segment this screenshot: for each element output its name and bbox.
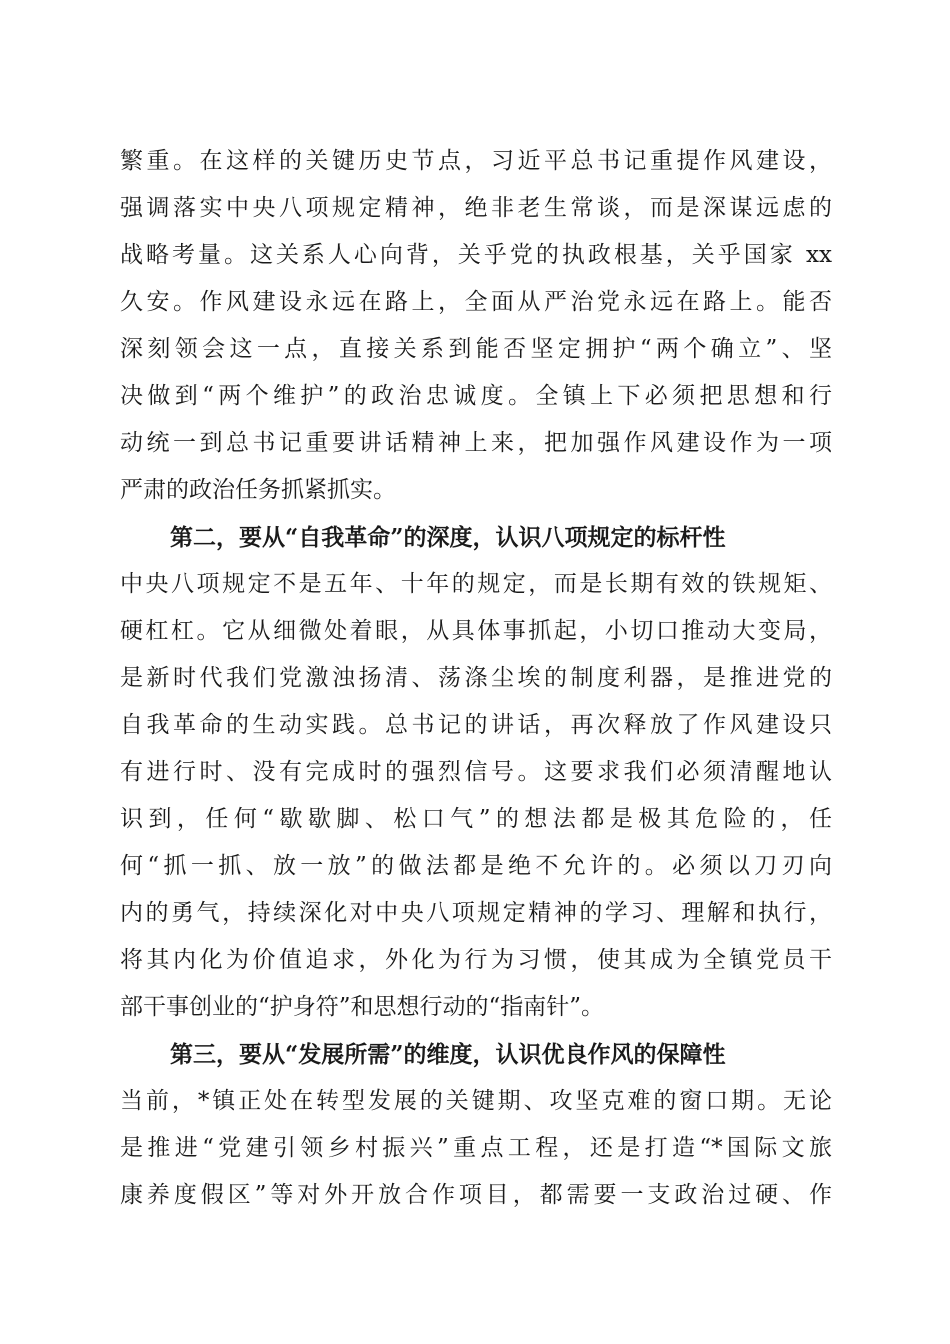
paragraph-2-line-3: 是新时代我们党激浊扬清、荡涤尘埃的制度利器，是推进党的 bbox=[120, 665, 832, 691]
paragraph-1-line-7: 动统一到总书记重要讲话精神上来，把加强作风建设作为一项 bbox=[120, 430, 832, 456]
paragraph-1-line-5: 深刻领会这一点，直接关系到能否坚定拥护“两个确立”、坚 bbox=[120, 336, 832, 362]
paragraph-1-line-6: 决做到“两个维护”的政治忠诚度。全镇上下必须把思想和行 bbox=[120, 383, 832, 409]
paragraph-2-line-9: 将其内化为价值追求，外化为行为习惯，使其成为全镇党员干 bbox=[120, 947, 832, 973]
paragraph-2-line-5: 有进行时、没有完成时的强烈信号。这要求我们必须清醒地认 bbox=[120, 759, 832, 785]
paragraph-3 bbox=[120, 1078, 832, 1219]
section-heading-2: 第二，要从“自我革命”的深度，认识八项规定的标杆性 bbox=[170, 524, 726, 551]
paragraph-1-line-1: 繁重。在这样的关键历史节点，习近平总书记重提作风建设， bbox=[120, 148, 832, 174]
paragraph-2-line-1: 中央八项规定不是五年、十年的规定，而是长期有效的铁规矩、 bbox=[120, 571, 832, 597]
paragraph-2-line-2: 硬杠杠。它从细微处着眼，从具体事抓起，小切口推动大变局， bbox=[120, 618, 832, 644]
paragraph-2-line-4: 自我革命的生动实践。总书记的讲话，再次释放了作风建设只 bbox=[120, 712, 832, 738]
paragraph-1-line-4: 久安。作风建设永远在路上，全面从严治党永远在路上。能否 bbox=[120, 289, 832, 315]
paragraph-2 bbox=[120, 561, 832, 1031]
paragraph-1-line-8: 严肃的政治任务抓紧抓实。 bbox=[120, 477, 396, 503]
document-body bbox=[120, 138, 832, 1219]
paragraph-1-line-3: 战略考量。这关系人心向背，关乎党的执政根基，关乎国家 xx bbox=[120, 242, 832, 268]
paragraph-2-line-6: 识到，任何“歇歇脚、松口气”的想法都是极其危险的，任 bbox=[120, 806, 832, 832]
paragraph-3-line-3: 康养度假区”等对外开放合作项目，都需要一支政治过硬、作 bbox=[120, 1182, 832, 1208]
section-heading-3: 第三，要从“发展所需”的维度，认识优良作风的保障性 bbox=[170, 1041, 726, 1068]
paragraph-2-line-10: 部干事创业的“护身符”和思想行动的“指南针”。 bbox=[120, 994, 605, 1020]
paragraph-1 bbox=[120, 138, 832, 514]
paragraph-2-line-7: 何“抓一抓、放一放”的做法都是绝不允许的。必须以刀刃向 bbox=[120, 853, 832, 879]
paragraph-3-line-1: 当前，*镇正处在转型发展的关键期、攻坚克难的窗口期。无论 bbox=[120, 1088, 832, 1114]
paragraph-3-line-2: 是推进“党建引领乡村振兴”重点工程，还是打造“*国际文旅 bbox=[120, 1135, 832, 1161]
paragraph-1-line-2: 强调落实中央八项规定精神，绝非老生常谈，而是深谋远虑的 bbox=[120, 195, 832, 221]
paragraph-2-line-8: 内的勇气，持续深化对中央八项规定精神的学习、理解和执行， bbox=[120, 900, 832, 926]
